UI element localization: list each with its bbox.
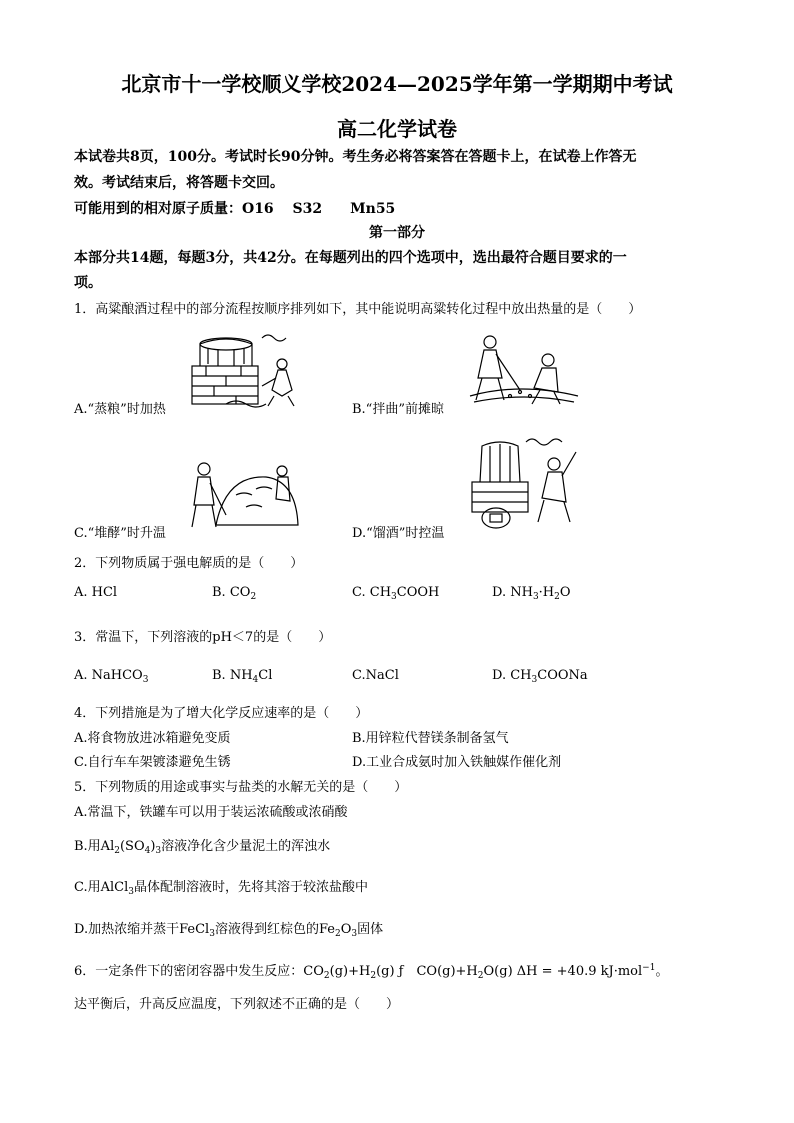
fermenting-illustration bbox=[186, 455, 310, 535]
q2-option-c[interactable]: C. $CH_3COOH$ bbox=[352, 585, 440, 602]
question-3-stem: 3．常温下，下列溶液的pH＜7的是（ ） bbox=[74, 630, 332, 645]
question-4-stem: 4．下列措施是为了增大化学反应速率的是（ ） bbox=[74, 706, 369, 721]
question-5-stem: 5．下列物质的用途或事实与盐类的水解无关的是（ ） bbox=[74, 780, 408, 795]
part-intro-line2: 项。 bbox=[74, 275, 102, 291]
instructions-line1: 本试卷共8页，100分。考试时长90分钟。考生务必将答案答在答题卡上，在试卷上作答无 bbox=[74, 149, 637, 165]
q3-option-b[interactable]: B. $NH_4Cl$ bbox=[212, 668, 273, 685]
instructions-line2: 效。考试结束后，将答题卡交回。 bbox=[74, 175, 284, 191]
q3-option-d[interactable]: D. $CH_3COONa$ bbox=[492, 668, 588, 685]
q2-option-d[interactable]: D. $NH_3\cdot H_2O$ bbox=[492, 585, 571, 602]
part-intro-line1: 本部分共14题，每题3分，共42分。在每题列出的四个选项中，选出最符合题目要求的一 bbox=[74, 250, 627, 266]
atomic-mass-line: 可能用到的相对原子质量：O16 S32 Mn55 bbox=[74, 201, 396, 217]
steaming-illustration bbox=[186, 330, 310, 410]
exam-subtitle: 高二化学试卷 bbox=[337, 117, 457, 141]
q1-option-c[interactable]: C.“堆酵”时升温 bbox=[74, 526, 166, 541]
q2-option-b[interactable]: B. $CO_2$ bbox=[212, 585, 257, 602]
question-1-stem: 1．高粱酿酒过程中的部分流程按顺序排列如下，其中能说明高粱转化过程中放出热量的是（ ） bbox=[74, 302, 642, 317]
q5-option-b[interactable]: B.用$Al_2(SO_4)_3$溶液净化含少量泥土的浑浊水 bbox=[74, 839, 331, 856]
spreading-illustration bbox=[460, 330, 584, 410]
q4-option-b[interactable]: B.用锌粒代替镁条制备氢气 bbox=[352, 731, 509, 746]
exam-title: 北京市十一学校顺义学校2024—2025学年第一学期期中考试 bbox=[121, 72, 673, 96]
q1-option-b[interactable]: B.“拌曲”前摊晾 bbox=[352, 402, 444, 417]
q4-option-a[interactable]: A.将食物放进冰箱避免变质 bbox=[74, 731, 231, 746]
part-heading: 第一部分 bbox=[369, 225, 425, 241]
question-6-stem: 6．一定条件下的密闭容器中发生反应：$CO_2(g)+H_2(g)$ ƒ $CO(g)+H_2O(g) \Delta H = +40.9$ kJ·mol$^{-1}$。 bbox=[74, 963, 669, 981]
q1-option-d[interactable]: D.“馏酒”时控温 bbox=[352, 526, 445, 541]
q3-option-c[interactable]: C.NaCl bbox=[352, 668, 399, 683]
q4-option-d[interactable]: D.工业合成氨时加入铁触媒作催化剂 bbox=[352, 755, 562, 770]
q1-option-a[interactable]: A.“蒸粮”时加热 bbox=[74, 402, 166, 417]
question-2-stem: 2．下列物质属于强电解质的是（ ） bbox=[74, 556, 304, 571]
q4-option-c[interactable]: C.自行车车架镀漆避免生锈 bbox=[74, 755, 231, 770]
q3-option-a[interactable]: A. NaHCO$_3$ bbox=[74, 668, 149, 685]
q2-option-a[interactable]: A. HCl bbox=[74, 585, 118, 600]
question-6-stem-line2: 达平衡后，升高反应温度，下列叙述不正确的是（ ） bbox=[74, 997, 400, 1012]
q5-option-a[interactable]: A.常温下，铁罐车可以用于装运浓硫酸或浓硝酸 bbox=[74, 805, 348, 820]
q5-option-c[interactable]: C.用AlCl$_3$晶体配制溶液时，先将其溶于较浓盐酸中 bbox=[74, 880, 369, 897]
q5-option-d[interactable]: D.加热浓缩并蒸干FeCl$_3$溶液得到红棕色的$Fe_2O_3$固体 bbox=[74, 922, 384, 939]
distilling-illustration bbox=[466, 432, 582, 530]
